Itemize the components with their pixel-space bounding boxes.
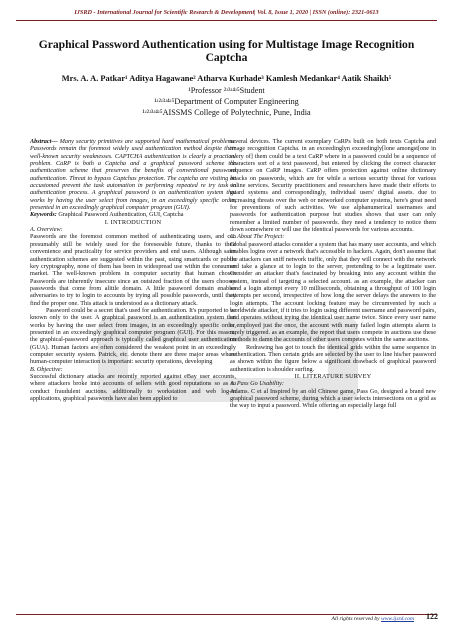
- header-rule: [16, 20, 437, 21]
- section-heading-literature-survey: II. LITERATURE SURVEY: [294, 373, 372, 380]
- keywords: [30, 211, 236, 218]
- paragraph-objective: Successful dictionary attacks are recently reported against eBay user accounts, where attackers broke into accounts of sellers with good reputations so as to conduct fraudulent auctions. additionally to workstation and web log-in applications, graphical passwords have also been applied to: [30, 373, 236, 403]
- abstract-label: Abstract—: [30, 138, 58, 145]
- subheading-about-project: C. About The Project:: [230, 233, 285, 241]
- page-number: 122: [426, 612, 438, 621]
- abstract: [30, 138, 236, 211]
- left-column: [30, 138, 236, 402]
- section-heading-introduction: I. INTRODUCTION: [104, 218, 162, 226]
- paragraph-pass-go: Adams. C et al Inspired by an old Chinese game, Pass Go, designed a brand new graphical password scheme, during which a user selects intersections on a grid as the way to input a password. While offering an especially large full: [230, 387, 436, 410]
- paragraph-right-intro: several devices. The current exemplary CaRPs built on both texts Captcha and image recognition Captcha. in an exceedinglyn exceedingly[lone amongst[one in every of] them could be a text CaRP where in a password could be a sequence of characters sort of a text password, but entered by clicking the correct character sequence on CaRP images. CaRP offers protection against online dictionary attacks on passwords, which are for while a serious security threat for various online services. Security practitioners and researchers have made their efforts to guard systems and correspondingly, individual users' digital assets. due to increasing threats over the web or networked computer systems, here's great need for preventions of such activities. We use alphanumerical usernames and passwords for authentication purpose but studies shows that user can only remember a limited number of passwords. they need a tendency to notice them down somewhere or will use the identical passwords for various accounts.: [230, 138, 436, 234]
- right-column: [230, 138, 436, 410]
- keywords-label: Keywords:: [30, 211, 57, 219]
- paragraph-project-2: Redrawing has got to touch the identical grids within the same sequence in authentication. Then certain grids are selected by the user to line his/her password as shown within the figure below a significant drawback of graphical password authentication is shoulder surfing.: [230, 343, 436, 373]
- abstract-text: Many security primitives are supported hard mathematical problems. Passwords remain the foremost widely used authentication method despite their well-known security weaknesses. CAPTCHA authentication is clearly a practical problem. CaRP is both a Captcha and a graphical password scheme the authentication scheme that preserves the benefits of conventional password authentication. Threat to bypass Captchas protection. The captcha are visiting be accustomed prevent the task automation in performing repeated re try task in authentication process. A graphical password is an authentication system that works by having the user select from images, in an exceedingly specific order, presented in an exceedingly graphical computer program (GUI).: [30, 138, 236, 212]
- author-line: Mrs. A. A. Patkar¹ Aditya Hagawane² Atharva Kurhade³ Kamlesh Medankar⁴ Aatik Shaikh⁵: [61, 74, 392, 83]
- affiliation-college: ¹ʴ²ʴ³ʴ⁴ʴ⁵AISSMS College of Polytechnic, Pune, India: [142, 108, 311, 117]
- paragraph-overview-1: Passwords are the foremost common method of authenticating users, and can presumably still be widely used for the foreseeable future, thanks to their convenience and practicality for service providers and end users. Although safer authentication schemes are suggested within the past, using smartcards or public key cryptography, none of them has been in widespread use within the consumer market. The well-known problem in computer security that human chosen Passwords are inherently insecure since an outsized fraction of the users chooses passwords that come from alittle domain. A little password domain enables adversaries to try to login to accounts by trying all possible passwords, until they find the proper one. This attack is understood as a dictionary attack.: [30, 233, 236, 307]
- affiliation-department: ¹ʴ²ʴ³ʴ⁴ʴ⁵Department of Computer Engineering: [154, 97, 299, 106]
- subheading-pass-go: A. Pass Go Usability:: [230, 380, 284, 388]
- paper-title: Graphical Password Authentication using for Multistage Image Recognition Captcha: [38, 38, 415, 64]
- affiliation-roles: ¹Professor ²ʴ³ʴ⁴ʴ⁵Student: [188, 86, 265, 95]
- footer-rights: [0, 616, 414, 622]
- journal-header: IJSRD - International Journal for Scientific Research & Development| Vol. 8, Issue 1, 2020 | ISSN (online): 2321-0613: [74, 9, 379, 16]
- paragraph-project-1: Global password attacks consider a system that has many user accounts, and which enables logins over a network that's accessible to hackers. Again, don't assume that the attackers can sniff network traffic, only that they will connect with the network and take a glance at to login to the server, pretending to be a legitimate user. Consider an attacker that's fascinated by breaking into any account within the system, instead of targeting a selected account. as an example, the attacker can send a login attempt every 10 milliseconds, obtaining a throughput of 100 login attempts per second, irrespective of how long the server delays the answers to the login attempts. The account locking feature may be circumvented by such a worldwide attacker, if it tries to login using different username and password pairs, and operates without trying the identical user name twice. Since every user name is employed just the once, the account with many failed login attempts alarm is rarely triggered. as an example, the report that users compete in auctions use these methods to damn the accounts of other users competes within the same auctions.: [230, 240, 436, 344]
- subheading-overview: A. Overview:: [30, 226, 63, 234]
- footer-prefix: All rights reserved by: [331, 616, 382, 622]
- paragraph-overview-2: Password could be a secret that's used for authentication. It's purported to be known only to the user. A graphical password is an authentication system that works by having the user select from images, in an exceedingly specific order, presented in an exceedingly graphical computer program (GUI). For this reason, the graphical-password approach is typically called graphical user authentication (GUA). Human factors are often considered the weakest point in an exceedingly computer security system. Patrick, etc. denote there are three major areas where human-computer interaction is important: security operations, developing: [30, 306, 236, 366]
- footer-site-link[interactable]: www.ijsrd.com: [381, 616, 414, 622]
- keywords-text: Graphical Password Authentication, GUI, Captcha: [56, 211, 184, 219]
- subheading-objective: B. Objective:: [30, 365, 63, 373]
- footer-rule: [16, 614, 437, 615]
